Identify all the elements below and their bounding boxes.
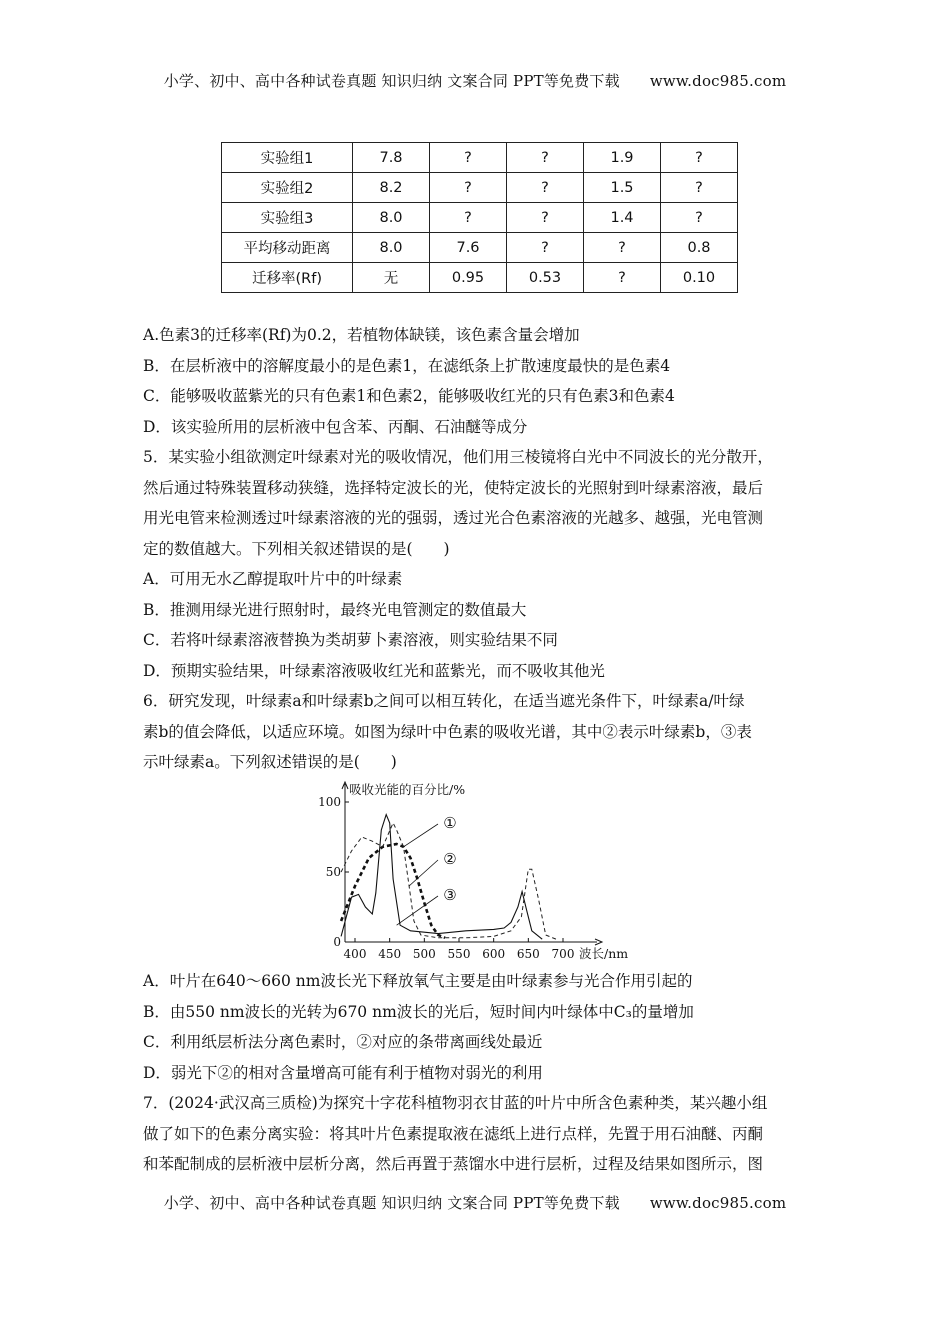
legend-label: ② xyxy=(443,850,457,868)
legend-label: ③ xyxy=(443,886,457,904)
absorption-spectrum-chart xyxy=(315,780,645,960)
table-cell: ? xyxy=(584,263,661,293)
page-header xyxy=(0,70,950,91)
table-row xyxy=(222,143,738,173)
table-cell: ? xyxy=(430,143,507,173)
q4-option-d: D．该实验所用的层析液中包含苯、丙酮、石油醚等成分 xyxy=(143,417,528,436)
q5-option-c: C．若将叶绿素溶液替换为类胡萝卜素溶液，则实验结果不同 xyxy=(143,631,558,649)
table-cell: ? xyxy=(430,173,507,203)
question-5 xyxy=(143,442,819,686)
q6-option-b: B．由550 nm波长的光转为670 nm波长的光后，短时间内叶绿体中C₃的量增加 xyxy=(143,1002,694,1021)
table-cell: 1.9 xyxy=(584,143,661,173)
question-6 xyxy=(143,686,819,778)
table-cell: 8.2 xyxy=(353,173,430,203)
y-tick-label: 100 xyxy=(318,795,341,809)
y-tick-label: 50 xyxy=(325,865,341,879)
table-cell: 0.8 xyxy=(661,233,738,263)
table-cell: 7.8 xyxy=(353,143,430,173)
q5-option-b: B．推测用绿光进行照射时，最终光电管测定的数值最大 xyxy=(143,600,527,619)
table-cell: ? xyxy=(661,203,738,233)
x-axis-label: 波长/nm xyxy=(579,946,629,961)
table-cell: 无 xyxy=(353,263,430,293)
table-cell: ? xyxy=(661,173,738,203)
q6-stem-line: 素b的值会降低，以适应环境。如图为绿叶中色素的吸收光谱，其中②表示叶绿素b，③表 xyxy=(143,722,752,741)
q7-stem-line: 7．(2024·武汉高三质检)为探究十字花科植物羽衣甘蓝的叶片中所含色素种类，某兴趣小组 xyxy=(143,1094,768,1112)
table-cell: ? xyxy=(661,143,738,173)
q5-option-a: A．可用无水乙醇提取叶片中的叶绿素 xyxy=(143,570,403,588)
pigment-table xyxy=(221,142,738,293)
table-cell: 8.0 xyxy=(353,233,430,263)
row-label-cell: 实验组1 xyxy=(222,143,353,173)
q7-stem-line: 和苯配制成的层析液中层析分离，然后再置于蒸馏水中进行层析，过程及结果如图所示，图 xyxy=(143,1155,764,1173)
table-cell: 0.95 xyxy=(430,263,507,293)
q6-option-d: D．弱光下②的相对含量增高可能有利于植物对弱光的利用 xyxy=(143,1063,543,1082)
row-label-cell: 实验组2 xyxy=(222,173,353,203)
table-cell: 0.53 xyxy=(507,263,584,293)
x-tick-label: 650 xyxy=(516,947,540,961)
table-row xyxy=(222,263,738,293)
table-cell: ? xyxy=(507,203,584,233)
row-label-cell: 迁移率(Rf) xyxy=(222,263,353,293)
question-7 xyxy=(143,1088,819,1180)
table-cell: ? xyxy=(507,173,584,203)
absorption-spectrum-svg xyxy=(315,780,645,960)
q5-stem-line: 5．某实验小组欲测定叶绿素对光的吸收情况，他们用三棱镜将白光中不同波长的光分散开， xyxy=(143,448,773,466)
legend-leader xyxy=(404,824,438,847)
table-row xyxy=(222,203,738,233)
table-cell: 1.5 xyxy=(584,173,661,203)
row-label-cell: 实验组3 xyxy=(222,203,353,233)
q6-option-c: C．利用纸层析法分离色素时，②对应的条带离画线处最近 xyxy=(143,1033,543,1051)
row-label-cell: 平均移动距离 xyxy=(222,233,353,263)
x-tick-label: 400 xyxy=(343,947,367,961)
header-text: 小学、初中、高中各种试卷真题 知识归纳 文案合同 PPT等免费下载 xyxy=(163,72,620,90)
table-cell: 1.4 xyxy=(584,203,661,233)
table-row xyxy=(222,233,738,263)
table-cell: ? xyxy=(507,143,584,173)
legend-leader xyxy=(397,896,438,925)
table-cell: ? xyxy=(507,233,584,263)
table-cell: 8.0 xyxy=(353,203,430,233)
y-axis-label: 吸收光能的百分比/% xyxy=(349,782,466,797)
q5-stem-line: 定的数值越大。下列相关叙述错误的是( ) xyxy=(143,539,450,558)
q6-stem-line: 6．研究发现，叶绿素a和叶绿素b之间可以相互转化，在适当遮光条件下，叶绿素a/叶绿 xyxy=(143,692,745,710)
x-tick-label: 700 xyxy=(551,947,575,961)
q5-stem-line: 然后通过特殊装置移动狭缝，选择特定波长的光，使特定波长的光照射到叶绿素溶液，最后 xyxy=(143,478,764,497)
x-tick-label: 550 xyxy=(447,947,471,961)
footer-text: 小学、初中、高中各种试卷真题 知识归纳 文案合同 PPT等免费下载 xyxy=(163,1194,620,1212)
series-line-2 xyxy=(341,823,556,939)
footer-url[interactable]: www.doc985.com xyxy=(649,1194,787,1212)
x-tick-label: 500 xyxy=(412,947,436,961)
table-cell: ? xyxy=(430,203,507,233)
y-tick-label: 0 xyxy=(333,935,341,949)
q6-option-a: A．叶片在640～660 nm波长光下释放氧气主要是由叶绿素参与光合作用引起的 xyxy=(143,972,693,990)
x-tick-label: 450 xyxy=(378,947,402,961)
series-line-1 xyxy=(341,844,445,938)
q4-option-b: B．在层析液中的溶解度最小的是色素1，在滤纸条上扩散速度最快的是色素4 xyxy=(143,356,671,375)
q4-options xyxy=(143,320,819,442)
q6-options xyxy=(143,966,819,1088)
q5-stem-line: 用光电管来检测透过叶绿素溶液的光的强弱，透过光合色素溶液的光越多、越强，光电管测 xyxy=(143,509,764,527)
table-row xyxy=(222,173,738,203)
table-cell: 7.6 xyxy=(430,233,507,263)
legend-label: ① xyxy=(443,814,457,832)
page-footer xyxy=(0,1192,950,1213)
x-tick-label: 600 xyxy=(482,947,506,961)
q5-option-d: D．预期实验结果，叶绿素溶液吸收红光和蓝紫光，而不吸收其他光 xyxy=(143,661,605,680)
header-url[interactable]: www.doc985.com xyxy=(649,72,787,90)
q6-stem-line: 示叶绿素a。下列叙述错误的是( ) xyxy=(143,753,397,771)
q4-option-c: C．能够吸收蓝紫光的只有色素1和色素2，能够吸收红光的只有色素3和色素4 xyxy=(143,387,675,405)
q7-stem-line: 做了如下的色素分离实验：将其叶片色素提取液在滤纸上进行点样，先置于用石油醚、丙酮 xyxy=(143,1124,764,1143)
q4-option-a: A.色素3的迁移率(Rf)为0.2，若植物体缺镁，该色素含量会增加 xyxy=(143,326,580,344)
table-cell: ? xyxy=(584,233,661,263)
series-line-3 xyxy=(341,815,542,940)
table-cell: 0.10 xyxy=(661,263,738,293)
